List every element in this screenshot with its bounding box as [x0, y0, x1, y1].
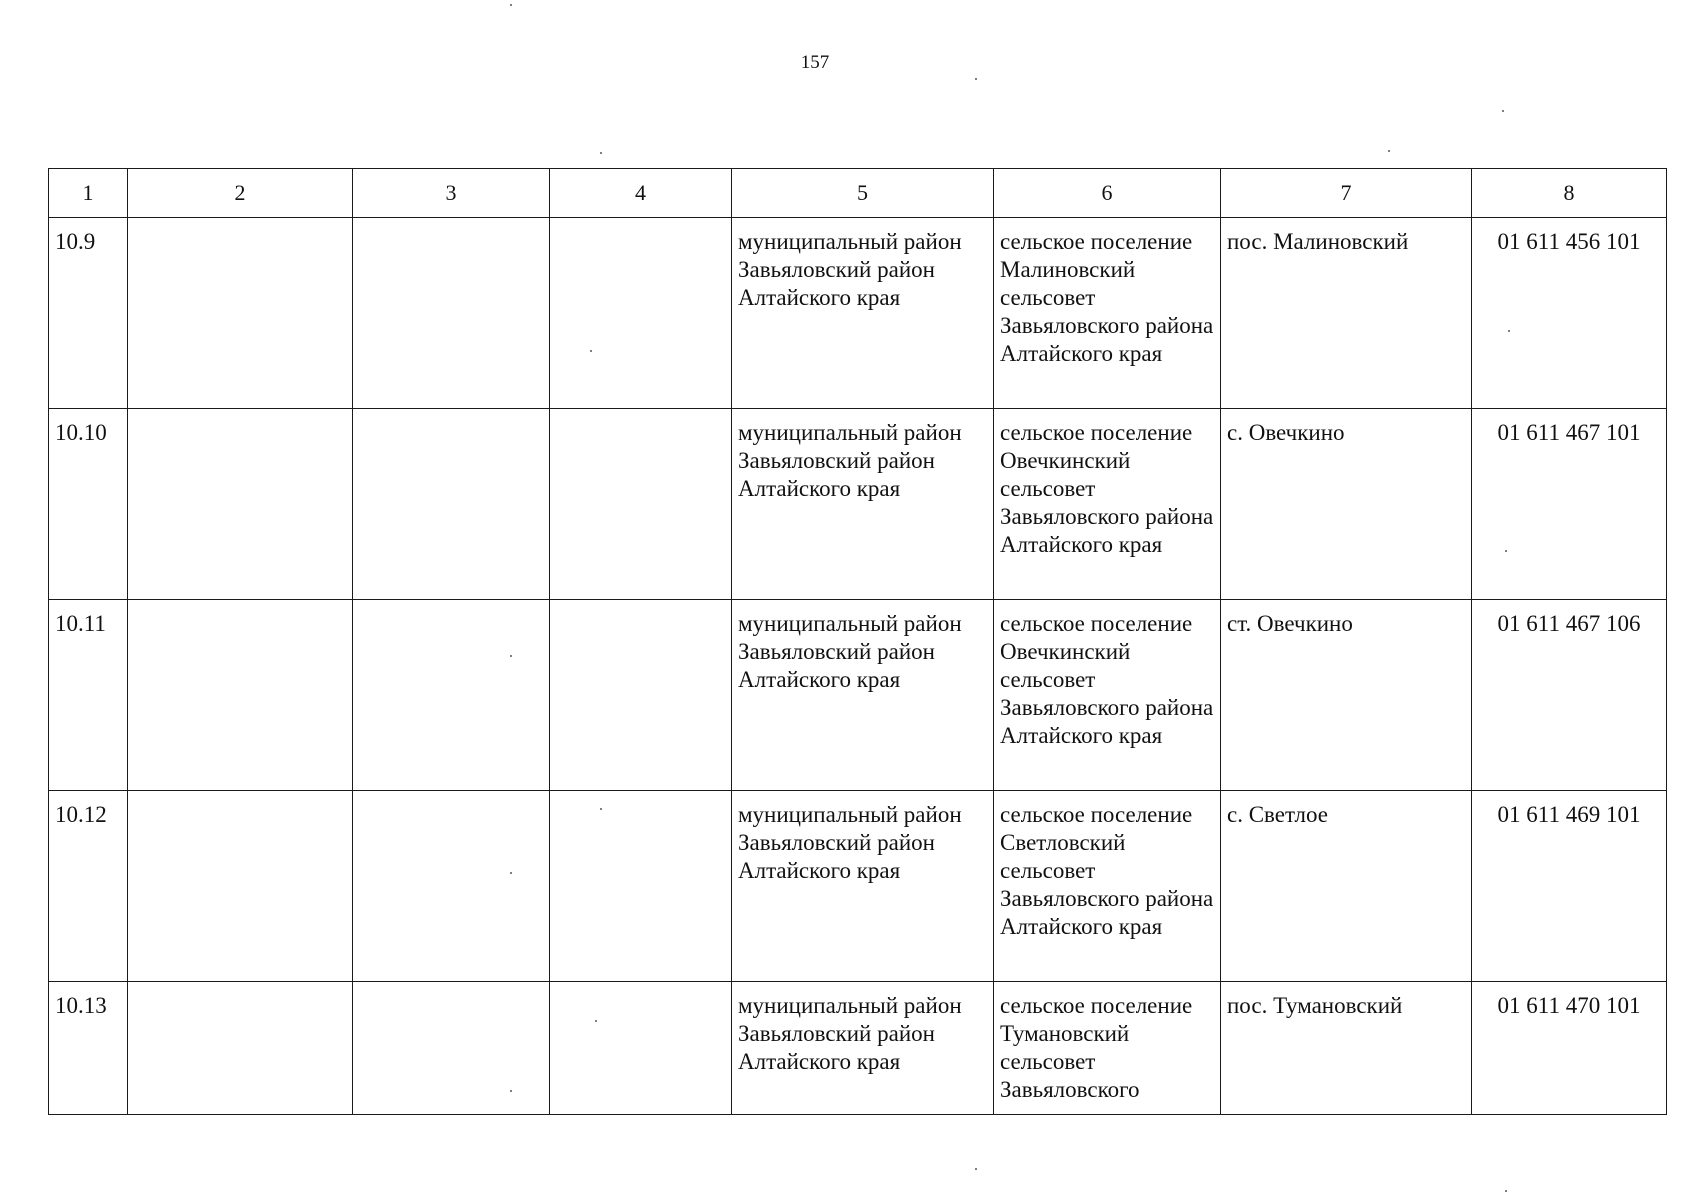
scan-speck	[1508, 330, 1510, 332]
column-header: 4	[550, 169, 732, 218]
empty-cell-col3	[353, 791, 549, 801]
scan-speck	[510, 655, 512, 657]
empty-cell-col3	[353, 600, 549, 610]
scan-speck	[595, 1020, 597, 1022]
empty-cell-col4	[550, 982, 731, 992]
settlement-cell: сельское поселение Овечкинский сельсовет Завьяловского района Алтайского края	[1000, 420, 1214, 557]
district-cell: муниципальный район Завьяловский район Алтайского края	[738, 993, 962, 1074]
table-row	[49, 600, 1667, 791]
settlement-cell: сельское поселение Малиновский сельсовет Завьяловского района Алтайского края	[1000, 229, 1214, 366]
row-number: 10.9	[55, 229, 96, 254]
empty-cell-col2	[128, 218, 352, 228]
locality-cell: с. Овечкино	[1227, 420, 1345, 445]
district-cell: муниципальный район Завьяловский район Алтайского края	[738, 420, 962, 501]
district-cell: муниципальный район Завьяловский район Алтайского края	[738, 611, 962, 692]
scan-speck	[510, 1090, 512, 1092]
scan-speck	[600, 152, 602, 154]
row-number: 10.12	[55, 802, 107, 827]
table-row	[49, 982, 1667, 1115]
empty-cell-col3	[353, 409, 549, 419]
column-header: 6	[994, 169, 1221, 218]
scan-speck	[1505, 1190, 1507, 1192]
district-cell: муниципальный район Завьяловский район Алтайского края	[738, 802, 962, 883]
empty-cell-col4	[550, 791, 731, 801]
empty-cell-col4	[550, 600, 731, 610]
scan-speck	[600, 808, 602, 810]
oktmo-code-cell: 01 611 469 101	[1497, 802, 1641, 827]
column-header: 5	[732, 169, 994, 218]
empty-cell-col4	[550, 218, 731, 228]
row-number: 10.10	[55, 420, 107, 445]
column-header: 2	[128, 169, 353, 218]
empty-cell-col3	[353, 982, 549, 992]
page-number: 157	[800, 52, 830, 73]
table-row	[49, 409, 1667, 600]
column-header: 7	[1221, 169, 1472, 218]
settlement-cell: сельское поселение Светловский сельсовет Завьяловского района Алтайского края	[1000, 802, 1214, 939]
empty-cell-col4	[550, 409, 731, 419]
scan-speck	[1505, 550, 1507, 552]
row-number: 10.13	[55, 993, 107, 1018]
column-header: 1	[49, 169, 128, 218]
scan-speck	[1502, 110, 1504, 112]
column-header: 8	[1472, 169, 1667, 218]
table-row	[49, 791, 1667, 982]
empty-cell-col2	[128, 982, 352, 992]
column-header: 3	[353, 169, 550, 218]
scan-speck	[975, 78, 977, 80]
empty-cell-col2	[128, 409, 352, 419]
scan-speck	[1388, 150, 1390, 152]
table-row	[49, 218, 1667, 409]
oktmo-code-cell: 01 611 467 106	[1497, 611, 1641, 636]
empty-cell-col2	[128, 600, 352, 610]
registry-table	[48, 168, 1667, 1115]
locality-cell: пос. Тумановский	[1227, 993, 1403, 1018]
settlement-cell: сельское поселение Овечкинский сельсовет Завьяловского района Алтайского края	[1000, 611, 1214, 748]
locality-cell: с. Светлое	[1227, 802, 1328, 827]
settlement-cell: сельское поселение Тумановский сельсовет Завьяловского	[1000, 993, 1193, 1102]
district-cell: муниципальный район Завьяловский район Алтайского края	[738, 229, 962, 310]
empty-cell-col2	[128, 791, 352, 801]
locality-cell: пос. Малиновский	[1227, 229, 1409, 254]
scan-speck	[510, 872, 512, 874]
oktmo-code-cell: 01 611 467 101	[1497, 420, 1641, 445]
header-row	[49, 169, 1667, 218]
locality-cell: ст. Овечкино	[1227, 611, 1353, 636]
scan-speck	[975, 1168, 977, 1170]
empty-cell-col3	[353, 218, 549, 228]
oktmo-code-cell: 01 611 470 101	[1497, 993, 1641, 1018]
oktmo-code-cell: 01 611 456 101	[1497, 229, 1641, 254]
scan-speck	[510, 4, 512, 6]
scan-speck	[590, 350, 592, 352]
row-number: 10.11	[55, 611, 106, 636]
